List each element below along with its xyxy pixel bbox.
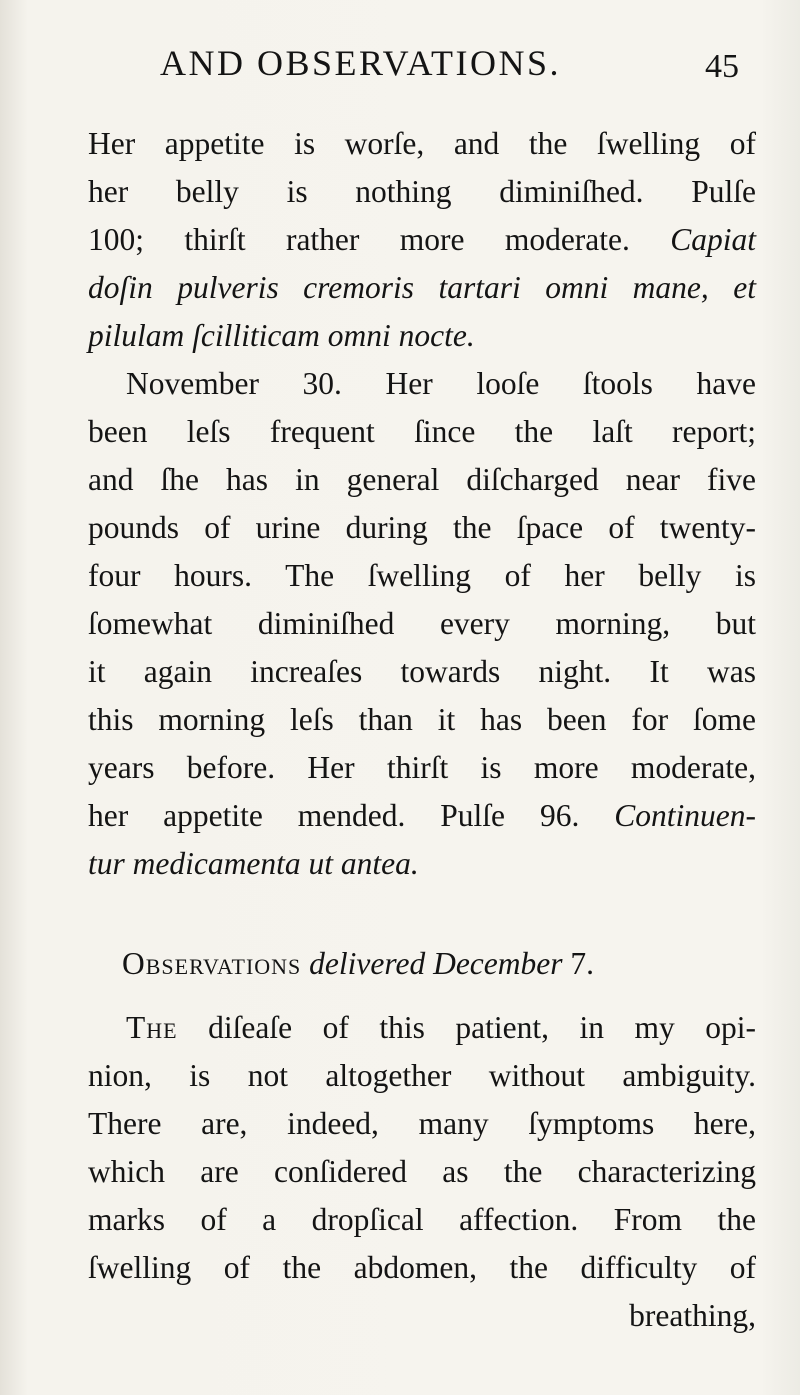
section-gap bbox=[88, 988, 756, 1004]
running-head-title: AND OBSERVATIONS. bbox=[160, 43, 562, 83]
text-line: four hours. The ſwelling of her belly is bbox=[88, 558, 756, 593]
text-line: Her appetite is worſe, and the ſwelling of bbox=[88, 126, 756, 161]
text-line bbox=[88, 792, 756, 840]
italic-text-line: doſin pulveris cremoris tartari omni mane, et bbox=[88, 270, 756, 305]
italic-text-segment: Continuen- bbox=[614, 798, 756, 833]
text-line: ſomewhat diminiſhed every morning, but bbox=[88, 606, 756, 641]
page-number: 45 bbox=[705, 48, 739, 85]
section-gap bbox=[88, 888, 756, 940]
text-line: pounds of urine during the ſpace of twenty- bbox=[88, 510, 756, 545]
text-line: this morning leſs than it has been for ſome bbox=[88, 702, 756, 737]
text-line: her belly is nothing diminiſhed. Pulſe bbox=[88, 174, 756, 209]
text-line: There are, indeed, many ſymptoms here, bbox=[88, 1106, 756, 1141]
text-line: marks of a dropſical affection. From the bbox=[88, 1202, 756, 1237]
italic-text-line: tur medicamenta ut antea. bbox=[88, 846, 419, 881]
section-heading-number: 7. bbox=[570, 946, 594, 981]
body-text bbox=[88, 120, 756, 1340]
text-line bbox=[88, 216, 756, 264]
italic-text-segment: Capiat bbox=[670, 222, 757, 257]
text-line: years before. Her thirſt is more moderate, bbox=[88, 750, 756, 785]
text-segment: diſeaſe of this patient, in my opi- bbox=[208, 1010, 757, 1045]
text-line: nion, is not altogether without ambiguity. bbox=[88, 1058, 756, 1093]
text-line: it again increaſes towards night. It was bbox=[88, 654, 756, 689]
text-line: been leſs frequent ſince the laſt report; bbox=[88, 414, 756, 449]
text-segment: her appetite mended. Pulſe 96. bbox=[88, 798, 580, 833]
text-line: November 30. Her looſe ſtools have bbox=[126, 366, 756, 401]
catchword: breathing, bbox=[629, 1298, 756, 1333]
section-heading-italic: delivered December bbox=[309, 946, 563, 981]
text-line: and ſhe has in general diſcharged near five bbox=[88, 462, 756, 497]
running-head bbox=[160, 38, 760, 88]
italic-text-line: pilulam ſcilliticam omni nocte. bbox=[88, 318, 475, 353]
section-heading bbox=[88, 940, 756, 988]
text-line: which are conſidered as the characterizing bbox=[88, 1154, 756, 1189]
opening-word: The bbox=[126, 1010, 178, 1045]
text-segment: 100; thirſt rather more moderate. bbox=[88, 222, 630, 257]
text-line: ſwelling of the abdomen, the difficulty of bbox=[88, 1250, 756, 1285]
section-heading-roman: Observations bbox=[122, 946, 302, 981]
text-line bbox=[88, 1004, 756, 1052]
